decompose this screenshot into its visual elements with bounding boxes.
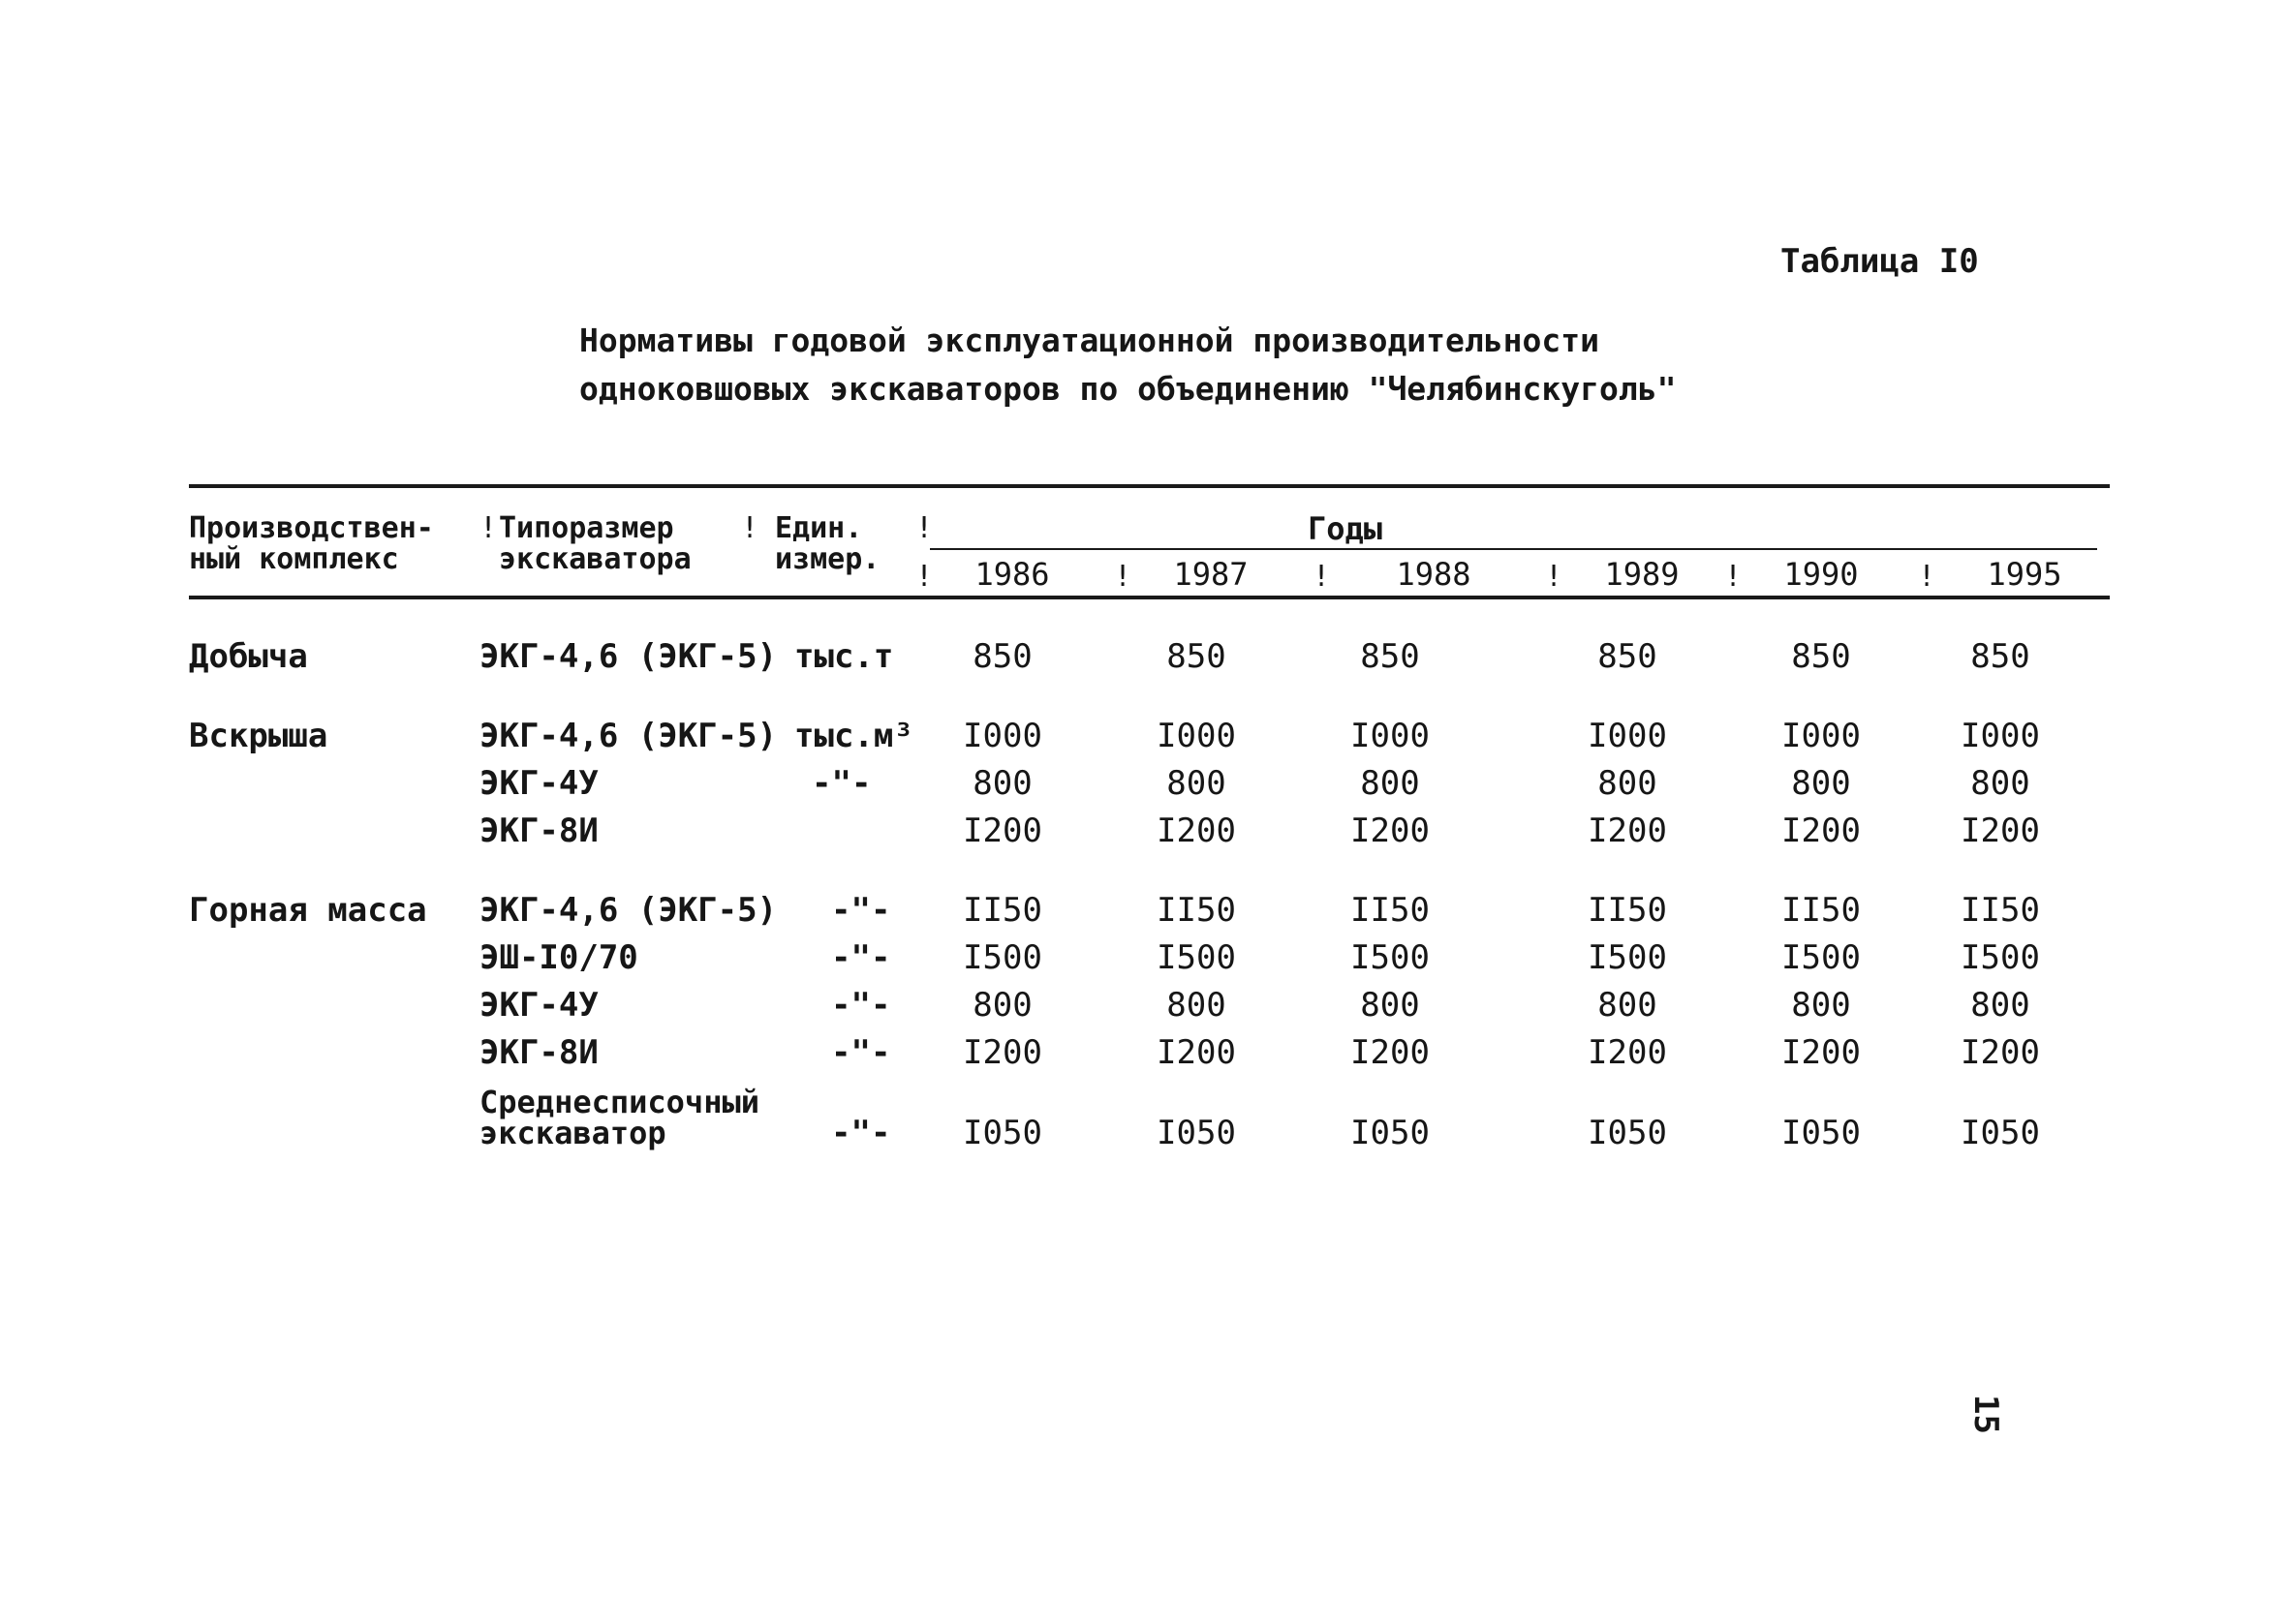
row-value: I050 bbox=[1588, 1114, 1667, 1152]
row-value: I500 bbox=[1350, 938, 1430, 977]
header-separator: ! bbox=[1918, 560, 1936, 594]
row-value: I200 bbox=[1588, 812, 1667, 850]
header-years-group: Годы bbox=[1308, 510, 1383, 547]
row-type: ЭШ-I0/70 bbox=[479, 938, 638, 977]
years-group-rule bbox=[930, 548, 2097, 550]
row-value: I500 bbox=[1961, 938, 2040, 977]
header-separator: ! bbox=[479, 511, 498, 545]
row-value: I000 bbox=[1588, 717, 1667, 755]
header-unit: Един. измер. bbox=[775, 511, 881, 576]
year-header: 1987 bbox=[1173, 556, 1249, 593]
row-unit: -"- bbox=[831, 938, 891, 977]
row-value: I200 bbox=[963, 1033, 1042, 1072]
row-complex: Вскрыша bbox=[189, 717, 328, 755]
row-value: II50 bbox=[1961, 891, 2040, 930]
row-value: II50 bbox=[1781, 891, 1861, 930]
table-label: Таблица I0 bbox=[1780, 242, 1979, 281]
row-type: ЭКГ-4У bbox=[479, 764, 599, 803]
row-value: I200 bbox=[1781, 1033, 1861, 1072]
row-value: I200 bbox=[1961, 812, 2040, 850]
year-header: 1995 bbox=[1987, 556, 2062, 593]
row-value: II50 bbox=[1157, 891, 1236, 930]
row-value: I500 bbox=[1781, 938, 1861, 977]
row-value: I000 bbox=[1961, 717, 2040, 755]
header-bottom-rule bbox=[189, 596, 2110, 599]
row-value: I200 bbox=[1350, 1033, 1430, 1072]
row-type: ЭКГ-4У bbox=[479, 986, 599, 1025]
header-separator: ! bbox=[741, 511, 759, 545]
header-type: Типоразмер экскаватора bbox=[499, 511, 692, 576]
row-value: 800 bbox=[973, 764, 1033, 803]
row-value: 800 bbox=[1597, 986, 1657, 1025]
row-value: 800 bbox=[1791, 986, 1851, 1025]
row-value: 800 bbox=[1970, 986, 2030, 1025]
year-header: 1989 bbox=[1604, 556, 1680, 593]
row-value: I200 bbox=[1157, 1033, 1236, 1072]
header-separator: ! bbox=[1545, 560, 1563, 594]
year-header: 1990 bbox=[1783, 556, 1859, 593]
year-header: 1988 bbox=[1396, 556, 1471, 593]
row-type: ЭКГ-4,6 (ЭКГ-5) bbox=[479, 891, 778, 930]
row-unit: -"- bbox=[831, 891, 891, 930]
row-value: II50 bbox=[1588, 891, 1667, 930]
row-unit: -"- bbox=[831, 1114, 891, 1152]
row-unit: -"- bbox=[831, 1033, 891, 1072]
row-value: I200 bbox=[1588, 1033, 1667, 1072]
row-value: I050 bbox=[1157, 1114, 1236, 1152]
row-value: 800 bbox=[1166, 986, 1226, 1025]
row-value: I050 bbox=[1781, 1114, 1861, 1152]
row-type: ЭКГ-8И bbox=[479, 812, 599, 850]
row-value: I000 bbox=[1350, 717, 1430, 755]
row-value: I200 bbox=[963, 812, 1042, 850]
row-value: 850 bbox=[1597, 637, 1657, 676]
row-value: I050 bbox=[1961, 1114, 2040, 1152]
row-value: I000 bbox=[1157, 717, 1236, 755]
row-value: I200 bbox=[1350, 812, 1430, 850]
header-complex: Производствен- ный комплекс bbox=[189, 511, 434, 576]
row-value: 800 bbox=[1166, 764, 1226, 803]
row-complex: Горная масса bbox=[189, 891, 427, 930]
row-type: Среднесписочный экскаватор bbox=[479, 1084, 759, 1151]
row-type: ЭКГ-4,6 (ЭКГ-5) bbox=[479, 717, 778, 755]
row-value: 800 bbox=[1360, 986, 1420, 1025]
row-complex: Добыча bbox=[189, 637, 308, 676]
row-value: 850 bbox=[973, 637, 1033, 676]
page-number: 15 bbox=[1966, 1394, 2005, 1434]
row-value: 800 bbox=[973, 986, 1033, 1025]
row-value: I050 bbox=[1350, 1114, 1430, 1152]
row-value: I200 bbox=[1781, 812, 1861, 850]
row-value: 800 bbox=[1360, 764, 1420, 803]
row-value: I500 bbox=[1157, 938, 1236, 977]
table-title-line-2: одноковшовых экскаваторов по объединению "Челябинскуголь" bbox=[579, 370, 1677, 408]
year-header: 1986 bbox=[974, 556, 1050, 593]
row-value: I000 bbox=[1781, 717, 1861, 755]
row-value: I050 bbox=[963, 1114, 1042, 1152]
row-value: 850 bbox=[1166, 637, 1226, 676]
row-value: 800 bbox=[1970, 764, 2030, 803]
table-top-rule bbox=[189, 484, 2110, 488]
row-value: I500 bbox=[1588, 938, 1667, 977]
row-value: I200 bbox=[1157, 812, 1236, 850]
row-value: 850 bbox=[1360, 637, 1420, 676]
row-value: 800 bbox=[1791, 764, 1851, 803]
header-separator: ! bbox=[1313, 560, 1331, 594]
row-type: ЭКГ-8И bbox=[479, 1033, 599, 1072]
row-value: II50 bbox=[1350, 891, 1430, 930]
row-value: I500 bbox=[963, 938, 1042, 977]
table-title-line-1: Нормативы годовой эксплуатационной производительности bbox=[579, 322, 1599, 359]
row-unit: тыс.т bbox=[794, 637, 894, 676]
header-separator: ! bbox=[1724, 560, 1743, 594]
row-value: I200 bbox=[1961, 1033, 2040, 1072]
row-value: I000 bbox=[963, 717, 1042, 755]
header-separator: ! bbox=[915, 560, 934, 594]
row-value: 850 bbox=[1791, 637, 1851, 676]
row-value: 800 bbox=[1597, 764, 1657, 803]
row-value: II50 bbox=[963, 891, 1042, 930]
row-type: ЭКГ-4,6 (ЭКГ-5) bbox=[479, 637, 778, 676]
row-unit: -"- bbox=[812, 764, 872, 803]
row-value: 850 bbox=[1970, 637, 2030, 676]
header-separator: ! bbox=[1114, 560, 1132, 594]
header-separator: ! bbox=[915, 511, 934, 545]
row-unit: -"- bbox=[831, 986, 891, 1025]
row-unit: тыс.м³ bbox=[794, 717, 913, 755]
